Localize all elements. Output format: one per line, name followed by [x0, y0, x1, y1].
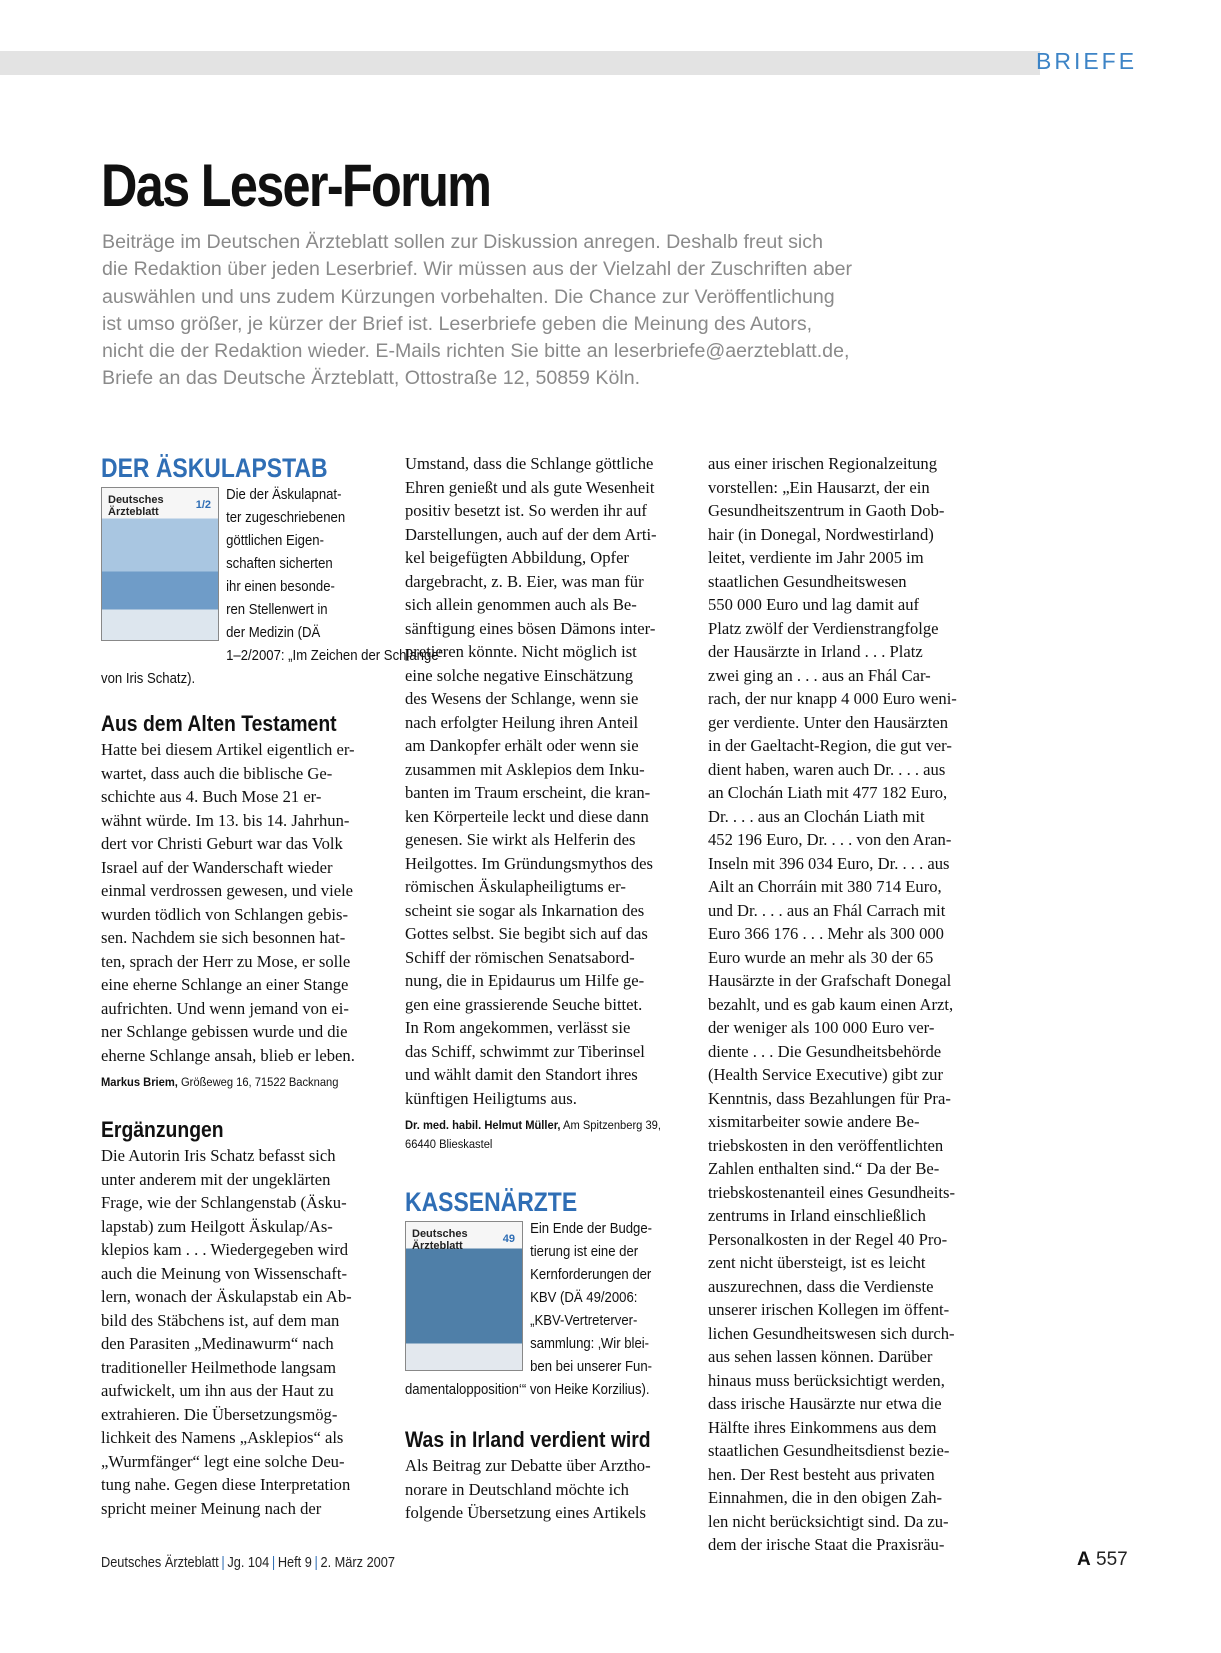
text-line: hinaus muss berücksichtigt werden, [708, 1370, 945, 1390]
column-1 [101, 452, 443, 1520]
text-line: nach erfolgter Heilung ihren Anteil [405, 712, 639, 732]
text-line: unserer irischen Kollegen im öffent- [708, 1300, 950, 1319]
text-line: „Wurmfänger“ legt eine solche Deu- [101, 1451, 345, 1471]
text-line: klepios kam . . . Wiedergegeben wird [101, 1240, 349, 1259]
text-line: hair (in Donegal, Nordwestirland) [708, 524, 934, 544]
page-number: A 557 [1077, 1549, 1128, 1570]
text-line: staatlichen Gesundheitsdienst bezie- [708, 1441, 950, 1460]
text-line: scheint sie sogar als Inkarnation des [405, 900, 645, 920]
text-line: Dr. . . . aus an Clochán Liath mit [708, 806, 925, 826]
letter-body-1 [101, 738, 387, 1067]
text-line: ihr einen besonde- [226, 579, 335, 595]
text-line: banten im Traum erscheint, die kran- [405, 783, 651, 802]
text-line: sammlung: ‚Wir blei- [530, 1336, 650, 1352]
subheading-ergaenzungen: Ergänzungen [101, 1117, 224, 1142]
text-line: eine solche negative Einschätzung [405, 665, 634, 685]
text-line: norare in Deutschland möchte ich [405, 1479, 629, 1499]
text-line: ist umso größer, je kürzer der Brief ist. Leserbriefe geben die Meinung des Autors, [102, 312, 813, 335]
text-line: Euro 366 176 . . . Mehr als 300 000 [708, 924, 944, 943]
text-line: den Parasiten „Medinawurm“ nach [101, 1334, 334, 1353]
text-line: Personalkosten in der Regel 40 Pro- [708, 1229, 948, 1249]
text-line: bezahlt, und es gab kaum einen Arzt, [708, 994, 954, 1014]
letter-body-2-cont [405, 452, 691, 1110]
text-line: der Medizin (DÄ [226, 625, 321, 641]
text-line: traditioneller Heilmethode langsam [101, 1357, 337, 1377]
text-line: Kernforderungen der [530, 1267, 652, 1283]
text-line: zwei ging an . . . aus an Fhál Car- [708, 665, 931, 685]
letter-body-2 [101, 1144, 387, 1520]
text-line: pretieren könnte. Nicht möglich ist [405, 642, 637, 661]
text-line: das Schiff, schwimmt zur Tiberinsel [405, 1041, 645, 1061]
text-line: Kenntnis, dass Bezahlungen für Pra- [708, 1088, 951, 1108]
text-line: auswählen und uns zudem Kürzungen vorbehalten. Die Chance zur Veröffentlichung [102, 285, 835, 308]
text-line: Einnahmen, die in den obigen Zah- [708, 1488, 943, 1507]
text-line: 550 000 Euro und lag damit auf [708, 595, 920, 614]
cover-issue: 49 [502, 1233, 515, 1245]
text-line: Darstellungen, auch auf der dem Arti- [405, 524, 657, 544]
text-line: ken Körperteile leckt und diese dann [405, 806, 649, 826]
text-line: künftigen Heiligtums aus. [405, 1088, 577, 1108]
text-line: diente . . . Die Gesundheitsbehörde [708, 1041, 942, 1061]
text-line: tung nahe. Gegen diese Interpretation [101, 1475, 351, 1494]
text-line: Gesundheitszentrum in Gaoth Dob- [708, 501, 945, 520]
cover-title: Deutsches Ärzteblatt [108, 494, 164, 518]
text-line: 452 196 Euro, Dr. . . . von den Aran- [708, 830, 952, 849]
lead-kassenaerzte [405, 1218, 691, 1402]
text-line: eherne Schlange ansah, blieb er leben. [101, 1045, 355, 1065]
text-line: dass irische Hausärzte nur etwa die [708, 1394, 942, 1413]
text-line: aufrichten. Und wenn jemand von ei- [101, 998, 349, 1018]
text-line: der weniger als 100 000 Euro ver- [708, 1018, 935, 1037]
text-line: einmal verdrossen gewesen, und viele [101, 881, 354, 900]
text-line: sich allein genommen auch als Be- [405, 595, 637, 614]
text-line: Briefe an das Deutsche Ärzteblatt, Ottostraße 12, 50859 Köln. [102, 367, 641, 390]
text-line: ren Stellenwert in [226, 602, 328, 618]
text-line: vorstellen: „Ein Hausarzt, der ein [708, 477, 930, 497]
text-line: aus einer irischen Regionalzeitung [708, 454, 938, 473]
text-line: Gottes selbst. Sie begibt sich auf das [405, 924, 648, 943]
text-line: auszurechnen, dass die Verdienste [708, 1276, 934, 1296]
text-line: und Dr. . . . aus an Fhál Carrach mit [708, 900, 946, 920]
text-line: aus sehen lassen können. Darüber [708, 1347, 933, 1366]
letter-body-3 [405, 1454, 691, 1525]
text-line: schaften sicherten [226, 556, 333, 572]
text-line: triebskosten in den veröffentlichten [708, 1135, 944, 1155]
text-line: römischen Äskulapheiligtums er- [405, 877, 626, 896]
lead-text [101, 484, 443, 691]
column-3 [708, 452, 994, 1557]
topic-heading-askulapstab: DER ÄSKULAPSTAB [101, 453, 328, 483]
text-line: wähnt würde. Im 13. bis 14. Jahrhun- [101, 810, 350, 830]
cover-title: Deutsches Ärzteblatt [412, 1228, 468, 1252]
text-line: dem der irische Staat die Praxisräu- [708, 1535, 945, 1554]
text-line: zusammen mit Asklepios dem Inku- [405, 759, 645, 779]
text-line: triebskostenanteil eines Gesundheits- [708, 1182, 956, 1202]
text-line: an Clochán Liath mit 477 182 Euro, [708, 783, 948, 802]
text-line: sänftigung eines bösen Dämons inter- [405, 618, 656, 638]
text-line: staatlichen Gesundheitswesen [708, 571, 907, 591]
text-line: Ailt an Chorráin mit 380 714 Euro, [708, 877, 942, 896]
text-line: Schiff der römischen Senatsabord- [405, 947, 635, 967]
text-line: kel beigefügten Abbildung, Opfer [405, 548, 629, 567]
text-line: bild des Stäbchens ist, auf dem man [101, 1310, 340, 1330]
text-line: Hälfte ihres Einkommens aus dem [708, 1417, 937, 1437]
intro-text [102, 229, 1002, 393]
text-line: die Redaktion über jeden Leserbrief. Wir müssen aus der Vielzahl der Zuschriften aber [102, 258, 853, 281]
subheading-irland: Was in Irland verdient wird [405, 1427, 651, 1452]
section-label: BRIEFE [1036, 48, 1138, 74]
text-line: göttlichen Eigen- [226, 533, 324, 549]
letter-body-3-cont [708, 452, 994, 1557]
text-line: (Health Service Executive) gibt zur [708, 1065, 943, 1084]
text-line: 1–2/2007: „Im Zeichen der Schlange“ [226, 648, 443, 664]
text-line: wartet, dass auch die biblische Ge- [101, 763, 333, 783]
subheading-altes-testament: Aus dem Alten Testament [101, 711, 337, 736]
text-line: Die Autorin Iris Schatz befasst sich [101, 1146, 336, 1165]
text-line: am Dankopfer erhält oder wenn sie [405, 736, 639, 755]
text-line: Israel auf der Wanderschaft wieder [101, 857, 333, 877]
text-line: ger verdiente. Unter den Hausärzten [708, 712, 949, 732]
text-line: in der Gaeltacht-Region, die gut ver- [708, 736, 952, 755]
text-line: Frage, wie der Schlangenstab (Äsku- [101, 1193, 347, 1212]
text-line: dert vor Christi Geburt war das Volk [101, 834, 343, 853]
text-line: sen. Nachdem sie sich besonnen hat- [101, 928, 346, 947]
text-line: Zahlen enthalten sind.“ Da der Be- [708, 1159, 940, 1178]
cover-issue: 1/2 [195, 499, 211, 511]
text-line: Ein Ende der Budge- [530, 1221, 653, 1237]
text-line: unter anderem mit der ungeklärten [101, 1169, 331, 1189]
text-line: nicht die der Redaktion wieder. E-Mails richten Sie bitte an leserbriefe@aerzteblatt.de, [102, 340, 850, 363]
topic-heading-kassenaerzte: KASSENÄRZTE [405, 1187, 578, 1217]
letter-signature-2: Dr. med. habil. Helmut Müller, Am Spitzenberg 39, 66440 Blieskastel [405, 1118, 661, 1151]
text-line: wurden tödlich von Schlangen gebis- [101, 904, 349, 924]
text-line: Euro wurde an mehr als 30 der 65 [708, 947, 934, 967]
text-line: ben bei unserer Fun- [530, 1359, 653, 1375]
page-title: Das Leser-Forum [101, 152, 491, 219]
text-line: lichen Gesundheitswesen sich durch- [708, 1323, 955, 1343]
letter-signature-1: Markus Briem, Größeweg 16, 71522 Backnang [101, 1075, 339, 1089]
text-line: spricht meiner Meinung nach der [101, 1498, 322, 1518]
text-line: und wählt damit den Standort ihres [405, 1065, 638, 1084]
footer-citation: Deutsches Ärzteblatt | Jg. 104 | Heft 9 | 2. März 2007 [101, 1555, 395, 1571]
text-line: Beiträge im Deutschen Ärzteblatt sollen zur Diskussion anregen. Deshalb freut sich [102, 231, 823, 253]
text-line: Inseln mit 396 034 Euro, Dr. . . . aus [708, 853, 950, 873]
text-line: ter zugeschriebenen [226, 510, 346, 526]
text-line: hen. Der Rest besteht aus privaten [708, 1464, 935, 1484]
text-line: Umstand, dass die Schlange göttliche [405, 454, 654, 473]
text-line: aufwickelt, um ihn aus der Haut zu [101, 1381, 334, 1400]
text-line: extrahieren. Die Übersetzungsmög- [101, 1404, 338, 1424]
lead-text [405, 1218, 691, 1402]
text-line: von Iris Schatz). [101, 671, 196, 687]
text-line: xismitarbeiter sowie andere Be- [708, 1112, 920, 1131]
text-line: „KBV-Vertreterver- [530, 1313, 638, 1329]
text-line: dargebracht, z. B. Eier, was man für [405, 571, 644, 591]
text-line: Ehren genießt und als gute Wesenheit [405, 477, 655, 497]
text-line: Als Beitrag zur Debatte über Arztho- [405, 1456, 651, 1475]
text-line: positiv besetzt ist. So werden ihr auf [405, 501, 647, 520]
text-line: Heilgottes. Im Gründungsmythos des [405, 853, 653, 873]
text-line: rach, der nur knapp 4 000 Euro weni- [708, 689, 957, 708]
text-line: KBV (DÄ 49/2006: [530, 1290, 638, 1306]
text-line: schichte aus 4. Buch Mose 21 er- [101, 787, 322, 806]
text-line: lichkeit des Namens „Asklepios“ als [101, 1428, 344, 1447]
text-line: Hatte bei diesem Artikel eigentlich er- [101, 740, 355, 759]
text-line: Die der Äskulapnat- [226, 487, 342, 503]
text-line: lapstab) zum Heilgott Äskulap/As- [101, 1216, 333, 1236]
text-line: zentrums in Irland einschließlich [708, 1206, 926, 1225]
text-line: tierung ist eine der [530, 1244, 639, 1260]
text-line: ten, sprach der Herr zu Mose, er solle [101, 951, 351, 971]
lead-askulapstab [101, 484, 443, 691]
text-line: auch die Meinung von Wissenschaft- [101, 1263, 348, 1283]
text-line: leitet, verdiente im Jahr 2005 im [708, 548, 924, 567]
text-line: des Wesens der Schlange, wenn sie [405, 689, 639, 708]
text-line: In Rom angekommen, verlässt sie [405, 1018, 631, 1037]
text-line: folgende Übersetzung eines Artikels [405, 1503, 646, 1522]
text-line: nung, die in Epidaurus um Hilfe ge- [405, 971, 645, 990]
header-bar [0, 51, 1040, 75]
text-line: zent nicht übersteigt, ist es leicht [708, 1253, 926, 1272]
text-line: eine eherne Schlange an einer Stange [101, 975, 349, 994]
text-line: len nicht berücksichtigt sind. Da zu- [708, 1511, 949, 1531]
text-line: dient haben, waren auch Dr. . . . aus [708, 759, 946, 779]
text-line: lern, wonach der Äskulapstab ein Ab- [101, 1287, 352, 1306]
text-line: Hausärzte in der Grafschaft Donegal [708, 971, 952, 990]
text-line: Platz zwölf der Verdienstrangfolge [708, 618, 939, 638]
column-2 [405, 452, 691, 1525]
text-line: damentalopposition‘“ von Heike Korzilius). [405, 1382, 650, 1398]
text-line: ner Schlange gebissen wurde und die [101, 1022, 348, 1041]
text-line: gen eine grassierende Seuche bittet. [405, 994, 643, 1014]
text-line: genesen. Sie wirkt als Helferin des [405, 830, 636, 849]
text-line: der Hausärzte in Irland . . . Platz [708, 642, 923, 661]
